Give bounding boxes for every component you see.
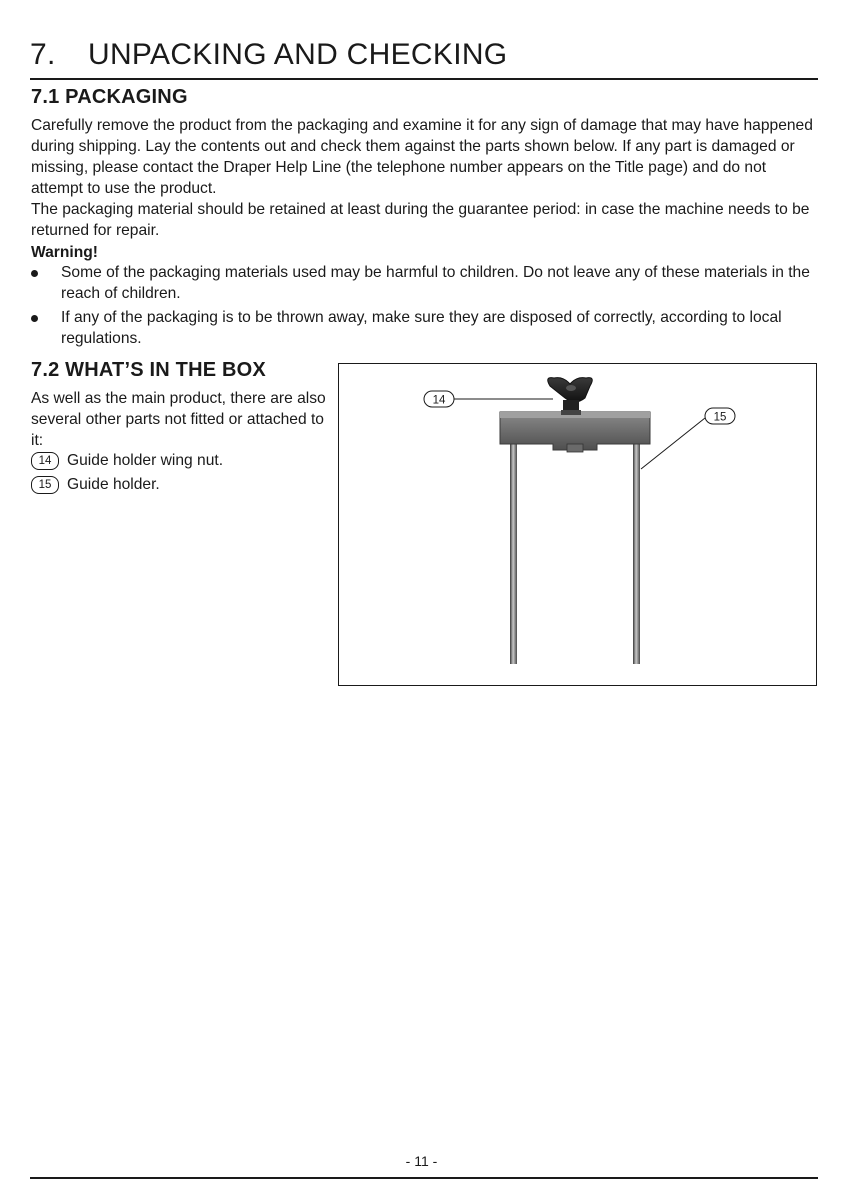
part-item <box>31 450 223 471</box>
callout-15-label: 15 <box>713 411 727 424</box>
part-label: Guide holder wing nut. <box>67 452 224 469</box>
chapter-title-text: UNPACKING AND CHECKING <box>88 38 508 71</box>
page-number: - 11 - <box>405 1153 438 1169</box>
right-rod <box>633 442 640 664</box>
warning-item-text: Some of the packaging materials used may be harmful to children. Do not leave any of these materials in the reach of children. <box>61 264 810 302</box>
callout-15 <box>641 408 735 469</box>
warning-label: Warning! <box>31 244 98 261</box>
callout-14-label: 14 <box>432 394 446 407</box>
warning-item <box>31 262 821 304</box>
warning-item <box>31 307 821 349</box>
bullet-icon <box>31 315 38 322</box>
guide-holder-bracket <box>500 412 650 452</box>
packaging-paragraph-2: The packaging material should be retained at least during the guarantee period: in case the machine needs to be returned for repair. <box>31 201 810 239</box>
warning-item-text: If any of the packaging is to be thrown away, make sure they are disposed of correctly, according to local regulations. <box>61 309 782 347</box>
bottom-divider <box>30 1177 818 1179</box>
in-the-box-intro: As well as the main product, there are also several other parts not fitted or attached to it: <box>31 390 326 449</box>
whats-in-the-box-heading: 7.2 WHAT’S IN THE BOX <box>31 359 266 381</box>
bullet-icon <box>31 270 38 277</box>
chapter-title <box>30 38 507 72</box>
callout-14 <box>424 391 553 407</box>
part-number-badge: 15 <box>31 476 59 494</box>
guide-holder-rods <box>510 442 640 664</box>
guide-holder-illustration <box>339 364 815 684</box>
packaging-heading: 7.1 PACKAGING <box>31 86 188 108</box>
chapter-number: 7. <box>30 38 56 71</box>
part-item <box>31 474 160 495</box>
parts-figure <box>338 363 817 686</box>
packaging-paragraph-1: Carefully remove the product from the packaging and examine it for any sign of damage that may have happened during shipping. Lay the contents out and check them against the parts shown below. If any part is damaged or missing, please contact the Draper Help Line (the telephone number appears on the Title page) and do not attempt to use the product. <box>31 117 813 197</box>
part-number-badge: 14 <box>31 452 59 470</box>
part-label: Guide holder. <box>67 476 160 493</box>
top-divider <box>30 78 818 80</box>
warning-list <box>31 262 821 352</box>
wing-nut <box>548 378 593 415</box>
left-rod <box>510 442 517 664</box>
